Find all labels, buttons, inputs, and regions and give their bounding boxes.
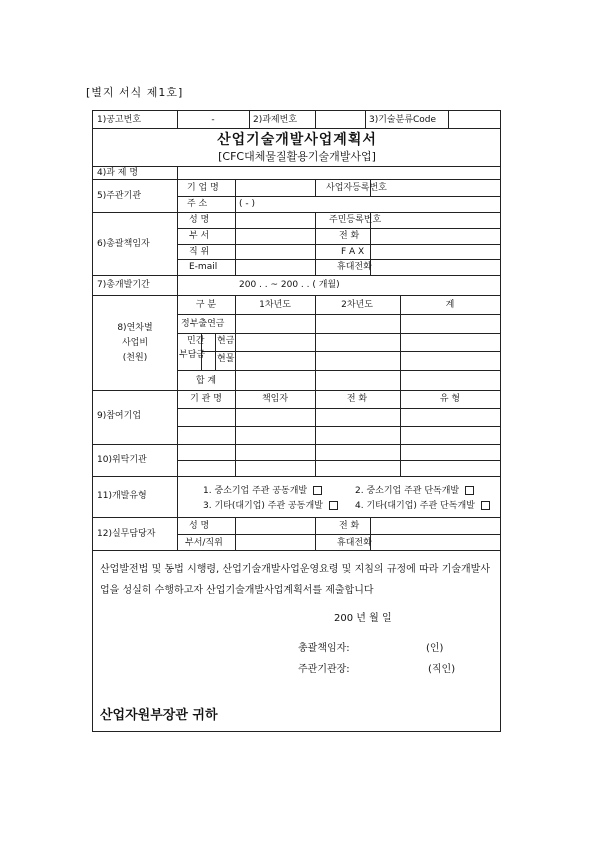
budget-label-line1: 8)연차별 xyxy=(117,323,153,333)
company-name-label: 기 업 명 xyxy=(187,183,219,193)
row-line xyxy=(93,476,500,477)
announce-no-label: 1)공고번호 xyxy=(97,115,142,125)
announce-no-dash: - xyxy=(211,115,215,125)
row-line xyxy=(93,275,500,276)
manager-rrn-label: 주민등록번호 xyxy=(329,215,382,225)
addressee: 산업자원부장관 귀하 xyxy=(100,708,218,723)
budget-private-label1: 민간 xyxy=(187,336,205,346)
period-value[interactable]: 200 . . ~ 200 . . ( 개월) xyxy=(239,280,340,290)
row-line xyxy=(93,390,500,391)
manager-fax-label: F A X xyxy=(341,247,365,257)
budget-sum-label: 합 계 xyxy=(195,376,217,386)
manager-position-label: 직 위 xyxy=(189,247,210,257)
participants-label: 9)참여기업 xyxy=(97,411,142,421)
form-number-label: [별지 서식 제1호] xyxy=(86,86,184,99)
participants-manager-header: 책임자 xyxy=(261,394,289,404)
row-line xyxy=(93,550,500,551)
dev-type-label: 11)개발유형 xyxy=(97,491,147,501)
dev-type-option-3-text: 3. 기타(대기업) 주관 공동개발 xyxy=(203,501,323,511)
row-line xyxy=(93,212,500,213)
dev-type-option-1[interactable] xyxy=(203,486,322,496)
staff-name-label: 성 명 xyxy=(189,521,210,531)
checkbox-icon[interactable] xyxy=(329,501,338,510)
dev-type-option-3[interactable] xyxy=(203,501,338,511)
address-label: 주 소 xyxy=(187,199,208,209)
staff-dept-label: 부서/직위 xyxy=(185,538,223,548)
manager-email-label: E-mail xyxy=(189,262,218,272)
staff-phone-label: 전 화 xyxy=(339,521,360,531)
submission-date[interactable]: 200 년 월 일 xyxy=(334,613,392,624)
signer-head-label: 주관기관장: xyxy=(298,664,350,675)
row-line xyxy=(93,166,500,167)
row-line xyxy=(93,128,500,129)
manager-mobile-label: 휴대전화 xyxy=(337,262,372,272)
submission-statement: 산업발전법 및 동법 시행령, 산업기술개발사업운영요령 및 지침의 규정에 따라 기술개발사업을 성실히 수행하고자 산업기술개발사업계획서를 제출합니다 xyxy=(100,564,490,596)
budget-label-line2: 사업비 xyxy=(121,338,149,348)
staff-label: 12)실무담당자 xyxy=(97,529,156,539)
dev-type-option-4[interactable] xyxy=(355,501,490,511)
dev-type-option-1-text: 1. 중소기업 주관 공동개발 xyxy=(203,486,308,496)
form-subtitle: [CFC대체물질활용기술개발사업] xyxy=(218,150,376,163)
checkbox-icon[interactable] xyxy=(465,486,474,495)
staff-mobile-label: 휴대전화 xyxy=(337,538,372,548)
row-line xyxy=(93,444,500,445)
form-frame xyxy=(92,110,501,732)
manager-dept-label: 부 서 xyxy=(189,231,210,241)
budget-gov-label: 정부출연금 xyxy=(181,319,225,329)
form-title: 산업기술개발사업계획서 xyxy=(217,132,377,148)
budget-cash-label: 현금 xyxy=(217,336,235,346)
task-name-label: 4)과 제 명 xyxy=(97,168,139,178)
manager-name-label: 성 명 xyxy=(189,215,210,225)
row-line xyxy=(93,517,500,518)
dev-type-option-2-text: 2. 중소기업 주관 단독개발 xyxy=(355,486,460,496)
row-line xyxy=(93,295,500,296)
budget-year2-header: 2차년도 xyxy=(341,300,373,310)
budget-division-header: 구 분 xyxy=(195,300,217,310)
period-label: 7)총개발기간 xyxy=(97,280,150,290)
checkbox-icon[interactable] xyxy=(313,486,322,495)
budget-year1-header: 1차년도 xyxy=(259,300,291,310)
lead-org-label: 5)주관기관 xyxy=(97,191,142,201)
budget-label-line3: (천원) xyxy=(122,353,148,363)
consigned-label: 10)위탁기관 xyxy=(97,455,147,465)
budget-total-header: 계 xyxy=(445,300,455,310)
participants-type-header: 유 형 xyxy=(439,394,461,404)
row-line xyxy=(93,179,500,180)
manager-phone-label: 전 화 xyxy=(339,231,360,241)
dev-type-option-4-text: 4. 기타(대기업) 주관 단독개발 xyxy=(355,501,475,511)
budget-kind-label: 현물 xyxy=(217,354,235,364)
participants-phone-header: 전 화 xyxy=(346,394,368,404)
dev-type-option-2[interactable] xyxy=(355,486,474,496)
tech-code-label: 3)기술분류Code xyxy=(369,115,437,125)
signer-head-seal: (직인) xyxy=(428,664,456,675)
signer-manager-seal: (인) xyxy=(426,643,444,654)
participants-org-header: 기 관 명 xyxy=(190,394,222,404)
checkbox-icon[interactable] xyxy=(481,501,490,510)
task-name-field[interactable] xyxy=(179,168,497,178)
manager-label: 6)총괄책임자 xyxy=(97,239,150,249)
budget-private-label2: 부담금 xyxy=(179,350,206,360)
signer-manager-label: 총괄책임자: xyxy=(298,643,350,654)
address-value[interactable]: ( - ) xyxy=(239,199,255,209)
biz-reg-no-label: 사업자등록번호 xyxy=(326,183,387,193)
task-no-label: 2)과제번호 xyxy=(253,115,298,125)
